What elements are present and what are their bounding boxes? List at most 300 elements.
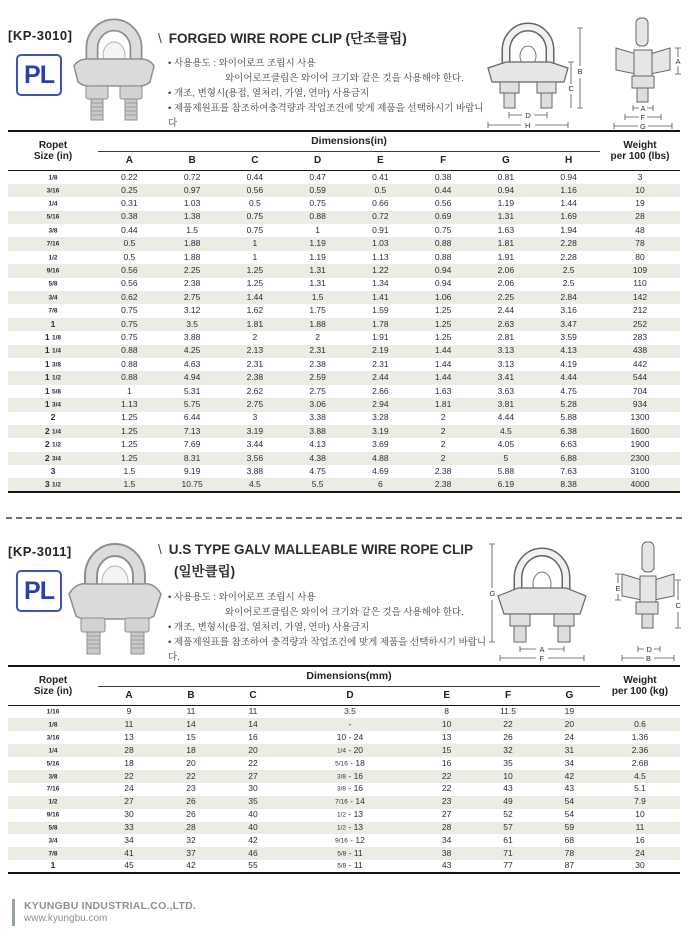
dimension-cell: 2.94 bbox=[349, 398, 412, 411]
dimension-cell: 4.25 bbox=[161, 345, 224, 358]
dimension-cell: 2.28 bbox=[537, 237, 600, 250]
dimension-cell: 1.81 bbox=[224, 318, 287, 331]
table-row bbox=[8, 478, 680, 491]
dim-label-E: E bbox=[615, 584, 621, 593]
dimension-cell: 5/16 - 18 bbox=[335, 757, 365, 768]
dimension-cell: 4.19 bbox=[560, 358, 577, 369]
dimension-cell: 1.88 bbox=[183, 251, 201, 262]
rope-size-cell: 7/8 bbox=[48, 307, 58, 315]
rope-size-cell: 3 bbox=[50, 465, 56, 476]
dimension-cell: 1.41 bbox=[349, 291, 412, 304]
dim-column-header: B bbox=[161, 152, 224, 171]
dimension-cell: 0.75 bbox=[98, 318, 161, 331]
dimension-cell: 22 bbox=[416, 770, 477, 783]
title-mark: \ bbox=[158, 31, 162, 46]
dimension-cell: 34 bbox=[441, 834, 452, 845]
dimension-cell: 5.75 bbox=[161, 398, 224, 411]
dimension-cell: 1.5 bbox=[186, 224, 199, 235]
weight-cell: 109 bbox=[600, 264, 680, 277]
dimension-cell: 3.13 bbox=[475, 345, 538, 358]
note-line: • 사용용도 : 와이어로프 조립시 사용 bbox=[168, 590, 488, 605]
dimension-cell: 0.66 bbox=[372, 198, 389, 209]
dimension-cell: 37 bbox=[160, 847, 222, 860]
dimension-cell: 35 bbox=[503, 757, 513, 768]
dimension-cell: 10 - 24 bbox=[336, 731, 364, 742]
dimension-cell: 0.38 bbox=[98, 211, 161, 224]
dimension-cell: 23 bbox=[186, 783, 196, 794]
dimension-cell: 1.91 bbox=[372, 332, 389, 342]
dim-column-header: E bbox=[416, 687, 477, 706]
dimension-cell: 20 bbox=[222, 744, 284, 757]
weight-cell: 78 bbox=[600, 237, 680, 250]
dimension-cell: 16 bbox=[248, 731, 258, 742]
dimension-cell: 4.5 bbox=[224, 478, 287, 491]
dimension-cell: 2.75 bbox=[309, 385, 326, 396]
dimension-cell: 1.59 bbox=[372, 305, 389, 316]
dimension-cell: 28 bbox=[98, 744, 160, 757]
note-line: • 개조, 변형시(용접, 열처리, 가열, 연마) 사용금지 bbox=[168, 620, 488, 635]
dimension-cell: 0.25 bbox=[98, 184, 161, 197]
weight-cell: 0.6 bbox=[600, 718, 680, 731]
table-row bbox=[8, 860, 680, 873]
dimensions-group-header: Dimensions(mm) bbox=[98, 666, 600, 687]
dim-column-header: A bbox=[98, 152, 161, 171]
dimension-cell: 15 bbox=[416, 744, 477, 757]
dimension-cell: 45 bbox=[124, 860, 134, 871]
dimension-cell: 0.69 bbox=[412, 211, 475, 224]
dimension-cell: 2.5 bbox=[562, 278, 575, 289]
dimension-cell: 1 bbox=[127, 385, 132, 396]
weight-cell: 19 bbox=[635, 198, 645, 209]
dimension-cell: 9/16 - 12 bbox=[335, 834, 365, 845]
weight-cell: 16 bbox=[635, 834, 645, 845]
weight-cell: 2.36 bbox=[600, 744, 680, 757]
dimension-cell: 0.59 bbox=[286, 184, 349, 197]
dimension-cell: 0.88 bbox=[286, 211, 349, 224]
dimension-cell: 1.63 bbox=[434, 385, 452, 396]
dim-label-A: A bbox=[539, 645, 545, 654]
dimension-cell: 1.88 bbox=[286, 318, 349, 331]
dim-column-header: H bbox=[537, 152, 600, 171]
dimension-cell: 1.81 bbox=[475, 237, 538, 250]
dimension-cell: 3 bbox=[252, 412, 258, 423]
dimension-cell: 1.44 bbox=[560, 198, 577, 209]
dimension-cell: 1.25 bbox=[434, 305, 452, 316]
dimension-cell: 2.66 bbox=[372, 385, 389, 396]
dimension-cell: 3.28 bbox=[372, 412, 389, 423]
section-forged-clip bbox=[0, 12, 688, 130]
dimension-cell: 1.22 bbox=[349, 264, 412, 277]
weight-cell: 142 bbox=[600, 291, 680, 304]
table-row bbox=[8, 184, 680, 197]
section-subtitle: (일반클립) bbox=[174, 564, 236, 579]
dimension-cell: 4.69 bbox=[372, 465, 389, 476]
dim-column-header: C bbox=[222, 687, 284, 706]
dimension-cell: 3.12 bbox=[183, 305, 201, 316]
table-row bbox=[8, 211, 680, 224]
note-line: • 개조, 변형시(용접, 열처리, 가열, 연마) 사용금지 bbox=[168, 86, 488, 101]
dimension-cell: 0.56 bbox=[434, 198, 452, 209]
rope-size-cell: 7/16 bbox=[8, 237, 98, 250]
table-row bbox=[8, 731, 680, 744]
dimension-cell: 2.5 bbox=[537, 264, 600, 277]
dimension-cell: 2.38 bbox=[224, 371, 287, 384]
dimension-cell: 3.88 bbox=[183, 332, 201, 342]
dimension-cell: 0.47 bbox=[309, 171, 326, 182]
dimension-cell: 18 bbox=[160, 744, 222, 757]
rope-size-cell: 3/8 bbox=[8, 770, 98, 783]
dimension-cell: 0.56 bbox=[121, 278, 138, 289]
dimension-cell: 57 bbox=[477, 822, 538, 835]
dimension-cell: 4.38 bbox=[286, 452, 349, 465]
table-row bbox=[8, 371, 680, 384]
dimension-cell: 11 bbox=[248, 706, 258, 717]
malleable-clip-spec-table bbox=[8, 665, 680, 874]
dim-label-A-bottom: A bbox=[640, 104, 646, 113]
weight-cell: 1300 bbox=[630, 412, 650, 423]
dimension-cell: 7.69 bbox=[183, 439, 201, 450]
weight-cell: 1900 bbox=[630, 439, 650, 450]
size-column-header: Ropet Size (in) bbox=[8, 131, 98, 171]
weight-cell: 544 bbox=[600, 371, 680, 384]
dimension-cell: 6.44 bbox=[183, 412, 201, 423]
dimension-cell: 4.44 bbox=[537, 371, 600, 384]
table-row bbox=[8, 783, 680, 796]
dimension-cell: 2.75 bbox=[224, 398, 287, 411]
pl-certification-badge bbox=[16, 54, 62, 96]
dimension-cell: 0.31 bbox=[121, 198, 138, 209]
dimension-cell: 27 bbox=[441, 809, 452, 820]
page-title: FORGED WIRE ROPE CLIP (단조클립) bbox=[168, 31, 407, 46]
dimension-cell: 42 bbox=[539, 770, 600, 783]
dimension-cell: 1.44 bbox=[224, 291, 287, 304]
dimension-cell: 3.44 bbox=[246, 439, 264, 450]
dimension-cell: 1/2 - 13 bbox=[284, 822, 416, 835]
dimension-cell: 6.38 bbox=[537, 425, 600, 438]
section-divider bbox=[6, 517, 682, 519]
dimension-cell: 1.44 bbox=[412, 371, 475, 384]
dimension-cell: 1.91 bbox=[497, 251, 515, 262]
weight-cell: 438 bbox=[600, 345, 680, 358]
section-title-row bbox=[158, 27, 407, 47]
dimension-cell: 3.16 bbox=[560, 305, 577, 316]
dimension-cell: 49 bbox=[477, 796, 538, 809]
company-name: KYUNGBU INDUSTRIAL.CO.,LTD. bbox=[24, 900, 197, 912]
dimension-cell: 1.19 bbox=[286, 237, 349, 250]
weight-cell: 28 bbox=[600, 211, 680, 224]
dimension-cell: 28 bbox=[160, 822, 222, 835]
rope-size-cell: 1/8 bbox=[8, 718, 98, 731]
table-row bbox=[8, 291, 680, 304]
dimension-cell: 38 bbox=[416, 847, 477, 860]
table-row bbox=[8, 757, 680, 770]
dimension-cell: 43 bbox=[441, 860, 452, 871]
dimension-cell: 0.56 bbox=[98, 264, 161, 277]
dimension-cell: 2.38 bbox=[412, 478, 475, 491]
dimension-cell: 3.13 bbox=[497, 358, 515, 369]
dimension-cell: 23 bbox=[416, 796, 477, 809]
dimension-cell: 3.19 bbox=[224, 425, 287, 438]
weight-column-header: Weight per 100 (lbs) bbox=[600, 131, 680, 171]
dimension-cell: 1.63 bbox=[497, 224, 515, 235]
dimension-cell: 0.75 bbox=[224, 211, 287, 224]
rope-size-cell: 1 1/8 bbox=[44, 332, 62, 342]
dimension-cell: 32 bbox=[477, 744, 538, 757]
section-title-row bbox=[158, 542, 473, 557]
weight-cell: 2.68 bbox=[631, 757, 649, 768]
dimension-cell: 14 bbox=[222, 718, 284, 731]
dimension-cell: 42 bbox=[186, 860, 196, 871]
table-row bbox=[8, 718, 680, 731]
dimension-cell: 26 bbox=[186, 809, 196, 820]
weight-cell: 934 bbox=[600, 398, 680, 411]
dimension-cell: 0.5 bbox=[123, 251, 136, 262]
dimension-cell: 2.19 bbox=[349, 345, 412, 358]
dimension-cell: 5/8 - 11 bbox=[284, 847, 416, 860]
rope-size-cell: 2 3/4 bbox=[8, 452, 98, 465]
weight-column-header: Weight per 100 (kg) bbox=[600, 666, 680, 706]
dimension-cell: 4.05 bbox=[497, 439, 515, 450]
dimension-cell: 0.44 bbox=[412, 184, 475, 197]
table-row bbox=[8, 304, 680, 317]
rope-size-cell: 5/8 bbox=[8, 822, 98, 835]
dimension-cell: 5 bbox=[475, 452, 538, 465]
malleable-clip-dimension-diagram bbox=[474, 534, 686, 662]
dimension-cell: 34 bbox=[124, 834, 134, 845]
dimension-cell: 4.5 bbox=[475, 425, 538, 438]
forged-clip-photo bbox=[64, 14, 164, 126]
table-row bbox=[8, 465, 680, 478]
dimension-cell: 1 bbox=[315, 224, 320, 235]
dimension-cell: 7.13 bbox=[161, 425, 224, 438]
note-line: • 사용용도 : 와이어로프 조립시 사용 bbox=[168, 56, 488, 71]
dimension-cell: 3.38 bbox=[309, 412, 326, 423]
dimension-cell: 2.63 bbox=[475, 318, 538, 331]
dim-label-G: G bbox=[640, 122, 646, 131]
dim-label-C: C bbox=[675, 601, 681, 610]
dimension-cell: 3.63 bbox=[497, 385, 515, 396]
dim-column-header: C bbox=[224, 152, 287, 171]
dimension-cell: 2.75 bbox=[161, 291, 224, 304]
weight-cell: 4000 bbox=[600, 478, 680, 491]
dimension-cell: 0.81 bbox=[497, 171, 515, 182]
dimension-cell: 0.75 bbox=[246, 224, 264, 235]
dimension-cell: 0.56 bbox=[224, 184, 287, 197]
dimension-cell: 41 bbox=[98, 847, 160, 860]
dimension-cell: 0.75 bbox=[121, 305, 138, 316]
weight-cell: 3 bbox=[637, 171, 643, 182]
dimension-cell: 2.44 bbox=[349, 371, 412, 384]
dimension-cell: 0.94 bbox=[560, 171, 577, 182]
table-row bbox=[8, 744, 680, 757]
dimension-cell: 71 bbox=[477, 847, 538, 860]
dimension-cell: 2.13 bbox=[224, 345, 287, 358]
dimension-cell: 0.72 bbox=[349, 211, 412, 224]
rope-size-cell: 3 1/2 bbox=[8, 478, 98, 491]
usage-notes bbox=[168, 56, 488, 131]
dimension-cell: 0.88 bbox=[121, 358, 138, 369]
dimension-cell: 4.13 bbox=[537, 345, 600, 358]
dimension-cell: 42 bbox=[248, 834, 258, 845]
dimension-cell: 1.16 bbox=[537, 184, 600, 197]
dim-label-F: F bbox=[640, 113, 646, 122]
dimension-cell: 32 bbox=[186, 834, 196, 845]
dimension-cell: 0.97 bbox=[161, 184, 224, 197]
dim-label-F: F bbox=[539, 654, 545, 662]
rope-size-cell: 1 bbox=[50, 860, 56, 871]
table-row bbox=[8, 237, 680, 250]
dimension-cell: 5.88 bbox=[560, 412, 577, 423]
rope-size-cell: 1/16 bbox=[46, 708, 60, 716]
rope-size-cell: 1/4 bbox=[48, 200, 58, 208]
dimension-cell: 5.28 bbox=[537, 398, 600, 411]
rope-size-cell: 1/2 bbox=[8, 796, 98, 809]
dimension-cell: 1.38 bbox=[161, 211, 224, 224]
dimension-cell: 3.41 bbox=[475, 371, 538, 384]
dimension-cell: 10 bbox=[416, 718, 477, 731]
dimension-cell: 4.75 bbox=[309, 465, 326, 476]
dimension-cell: 1.25 bbox=[412, 318, 475, 331]
table-row bbox=[8, 822, 680, 835]
pl-badge-text: PL bbox=[24, 60, 54, 89]
dimension-cell: 1.25 bbox=[121, 412, 138, 423]
dimension-cell: 2.59 bbox=[286, 371, 349, 384]
dimension-cell: 0.72 bbox=[183, 171, 201, 182]
dimension-cell: 22 bbox=[248, 757, 258, 768]
dimension-cell: 4.94 bbox=[161, 371, 224, 384]
dimension-cell: 31 bbox=[539, 744, 600, 757]
dimension-cell: 0.75 bbox=[434, 224, 452, 235]
dimension-cell: 2.81 bbox=[497, 332, 515, 342]
rope-size-cell: 3/4 bbox=[48, 837, 58, 845]
dimension-cell: 22 bbox=[477, 718, 538, 731]
dimension-cell: 77 bbox=[503, 860, 513, 871]
table-row bbox=[8, 770, 680, 783]
weight-cell: 252 bbox=[600, 318, 680, 331]
title-mark: \ bbox=[158, 542, 162, 557]
dimension-cell: 0.88 bbox=[434, 251, 452, 262]
dimension-cell: 2.44 bbox=[497, 305, 515, 316]
rope-size-cell: 3/8 bbox=[48, 227, 58, 235]
dimension-cell: 3.47 bbox=[537, 318, 600, 331]
malleable-clip-photo bbox=[56, 534, 174, 660]
dimension-cell: 3.5 bbox=[344, 706, 356, 717]
dimension-cell: 2.25 bbox=[475, 291, 538, 304]
table-row bbox=[8, 796, 680, 809]
dimension-cell: 4.63 bbox=[183, 358, 201, 369]
table-row bbox=[8, 278, 680, 291]
rope-size-cell: 1 1/4 bbox=[8, 345, 98, 358]
dimension-cell: 3.56 bbox=[224, 452, 287, 465]
dimension-cell: 1/4 - 20 bbox=[284, 744, 416, 757]
dimension-cell: 2 bbox=[315, 332, 320, 342]
dimension-cell: 0.62 bbox=[98, 291, 161, 304]
dimension-cell: 2 bbox=[252, 332, 258, 342]
dimension-cell: 0.88 bbox=[412, 237, 475, 250]
dimension-cell: 30 bbox=[124, 809, 134, 820]
weight-cell: 1600 bbox=[600, 425, 680, 438]
dimension-cell: 14 bbox=[160, 718, 222, 731]
dimension-cell: 2.38 bbox=[183, 278, 201, 289]
table-row bbox=[8, 847, 680, 860]
dimension-cell: 2.06 bbox=[497, 278, 515, 289]
dimension-cell: 26 bbox=[503, 731, 513, 742]
weight-cell: 1.36 bbox=[631, 731, 649, 742]
weight-cell: 7.9 bbox=[600, 796, 680, 809]
table-row bbox=[8, 398, 680, 411]
weight-cell: 5.1 bbox=[634, 783, 646, 794]
dimension-cell: 3.19 bbox=[349, 425, 412, 438]
dim-column-header: A bbox=[98, 687, 160, 706]
dimension-cell: 0.44 bbox=[246, 171, 264, 182]
dimension-cell: 24 bbox=[564, 731, 575, 742]
dimension-cell: 61 bbox=[503, 834, 513, 845]
dimension-cell: 0.91 bbox=[372, 224, 389, 235]
weight-cell: 4.5 bbox=[600, 770, 680, 783]
dimension-cell: 1.25 bbox=[98, 452, 161, 465]
dimension-cell: 4.75 bbox=[560, 385, 577, 396]
size-column-header: Ropet Size (in) bbox=[8, 666, 98, 706]
dimension-cell: 1 bbox=[252, 251, 258, 262]
dimension-cell: 0.88 bbox=[98, 345, 161, 358]
dimension-cell: 54 bbox=[539, 796, 600, 809]
dimension-cell: 2.31 bbox=[372, 358, 389, 369]
rope-size-cell: 2 bbox=[50, 412, 56, 423]
dimension-cell: 24 bbox=[124, 783, 134, 794]
dimension-cell: 0.75 bbox=[309, 198, 326, 209]
dim-label-D: D bbox=[646, 645, 652, 654]
dimension-cell: 2 bbox=[440, 439, 446, 450]
dimension-cell: 34 bbox=[564, 757, 575, 768]
rope-size-cell: 1 3/8 bbox=[44, 358, 62, 369]
table-row bbox=[8, 251, 680, 264]
dimension-cell: 8.38 bbox=[537, 478, 600, 491]
dimension-cell: 3.5 bbox=[161, 318, 224, 331]
dimension-cell: 2.38 bbox=[434, 465, 452, 476]
dimension-cell: 19 bbox=[564, 706, 575, 717]
rope-size-cell: 9/16 bbox=[46, 811, 60, 819]
dimension-cell: 1.19 bbox=[497, 198, 515, 209]
dimension-cell: 2 bbox=[440, 412, 446, 423]
dimension-cell: 9 bbox=[126, 706, 132, 717]
weight-cell: 3100 bbox=[630, 465, 650, 476]
dimension-cell: 5.5 bbox=[286, 478, 349, 491]
dimension-cell: 2.31 bbox=[246, 358, 264, 369]
dimension-cell: 6.19 bbox=[475, 478, 538, 491]
weight-cell: 80 bbox=[635, 251, 645, 262]
dimension-cell: 28 bbox=[416, 822, 477, 835]
dimension-cell: 3.06 bbox=[286, 398, 349, 411]
dimension-cell: 2.62 bbox=[246, 385, 264, 396]
note-line: • 제품제원표를 참조하여 충격량과 작업조건에 맞게 제품을 선택하시기 바랍니다. bbox=[168, 635, 488, 665]
dimension-cell: - bbox=[284, 718, 416, 731]
forged-clip-spec-table bbox=[8, 130, 680, 493]
dimension-cell: 2.38 bbox=[309, 358, 326, 369]
dimensions-group-header: Dimensions(in) bbox=[98, 131, 600, 152]
dimension-cell: 1.5 bbox=[98, 478, 161, 491]
dimension-cell: 22 bbox=[160, 770, 222, 783]
dimension-cell: 2.84 bbox=[537, 291, 600, 304]
dimension-cell: 55 bbox=[248, 860, 258, 871]
dimension-cell: 1.94 bbox=[560, 224, 577, 235]
dim-column-header: E bbox=[349, 152, 412, 171]
rope-size-cell: 7/16 bbox=[46, 785, 60, 793]
table-row bbox=[8, 706, 680, 719]
dimension-cell: 1.44 bbox=[412, 345, 475, 358]
dimension-cell: 2.06 bbox=[475, 264, 538, 277]
table-row bbox=[8, 318, 680, 331]
dimension-cell: 3.88 bbox=[246, 465, 264, 476]
